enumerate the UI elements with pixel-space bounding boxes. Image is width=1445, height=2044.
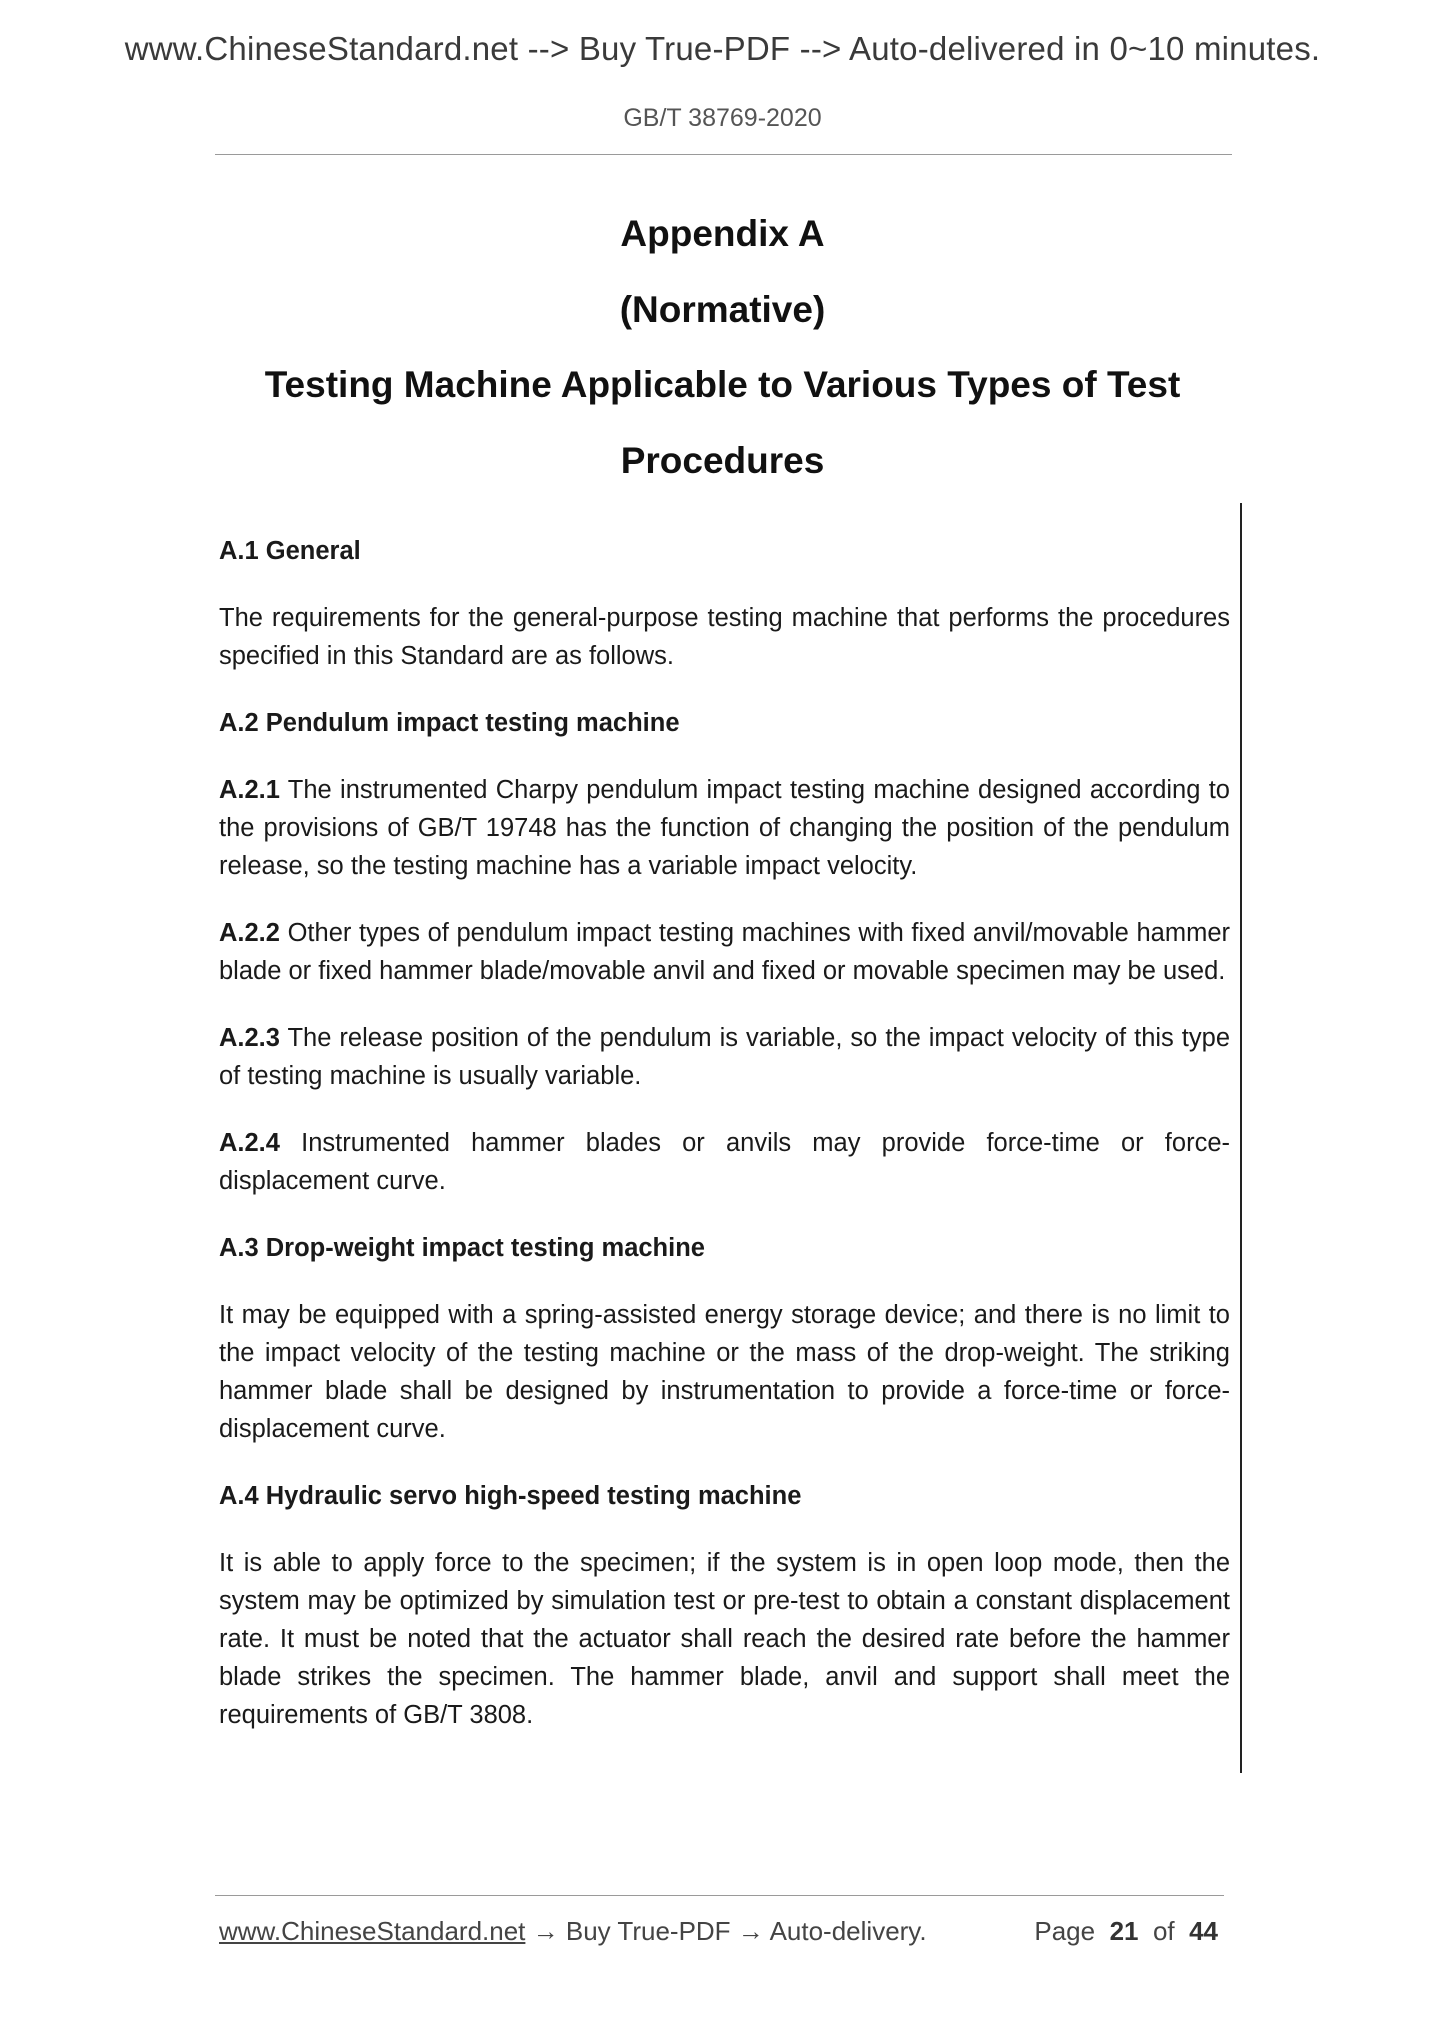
clause-text: The instrumented Charpy pendulum impact testing machine designed according to the provisions of GB/T 19748 has the function of changing the position of the pendulum release, so the testing machine has a variable impact velocity. <box>219 776 1230 880</box>
appendix-subject-line-1: Testing Machine Applicable to Various Types of Test <box>264 364 1181 405</box>
footer-tagline: → Buy True-PDF → Auto-delivery. <box>525 1916 927 1946</box>
section-heading-a2: A.2 Pendulum impact testing machine <box>219 709 680 737</box>
section-text-a4: It is able to apply force to the specimen; if the system is in open loop mode, then the system may be optimized by simulation test or pre-test to obtain a constant displacement rate. It must be noted that the actuator shall reach the desired rate before the hammer blade strikes the specimen. The hammer blade, anvil and support shall meet the requirements of GB/T 3808. <box>219 1549 1230 1729</box>
page-total: 44 <box>1189 1916 1218 1946</box>
footer-divider <box>215 1895 1224 1896</box>
section-heading-a4: A.4 Hydraulic servo high-speed testing machine <box>219 1482 802 1510</box>
clause-number: A.2.4 <box>219 1129 280 1157</box>
section-heading-a1: A.1 General <box>219 537 361 565</box>
appendix-body <box>219 532 1230 1763</box>
appendix-normative-label: (Normative) <box>619 289 826 330</box>
standard-number: GB/T 38769-2020 <box>623 104 822 132</box>
clause-a2-2 <box>219 914 1230 990</box>
page-of-label: of <box>1152 1916 1175 1946</box>
section-text-a1: The requirements for the general-purpose testing machine that performs the procedures specified in this Standard are as follows. <box>219 604 1230 670</box>
page-current: 21 <box>1109 1916 1139 1946</box>
revision-change-bar <box>1240 503 1242 1773</box>
page-footer <box>219 1916 1224 1947</box>
header-divider <box>215 154 1232 155</box>
clause-number: A.2.2 <box>219 919 280 947</box>
clause-number: A.2.1 <box>219 776 280 804</box>
appendix-title: Appendix A <box>620 213 825 254</box>
clause-text: Other types of pendulum impact testing machines with fixed anvil/movable hammer blade or fixed hammer blade/movable anvil and fixed or movable specimen may be used. <box>219 919 1230 985</box>
clause-text: Instrumented hammer blades or anvils may provide force-time or force-displacement curve. <box>219 1129 1230 1195</box>
top-banner: www.ChineseStandard.net --> Buy True-PDF --> Auto-delivered in 0~10 minutes. <box>124 30 1321 67</box>
appendix-subject-line-2: Procedures <box>620 440 825 481</box>
clause-number: A.2.3 <box>219 1024 280 1052</box>
footer-site-link[interactable]: www.ChineseStandard.net <box>219 1916 526 1946</box>
section-text-a3: It may be equipped with a spring-assisted energy storage device; and there is no limit to the impact velocity of the testing machine or the mass of the drop-weight. The striking hammer blade shall be designed by instrumentation to provide a force-time or force-displacement curve. <box>219 1301 1230 1443</box>
clause-text: The release position of the pendulum is variable, so the impact velocity of this type of testing machine is usually variable. <box>219 1024 1230 1090</box>
clause-a2-1 <box>219 771 1230 885</box>
clause-a2-3 <box>219 1019 1230 1095</box>
page-indicator <box>1034 1916 1218 1947</box>
clause-a2-4 <box>219 1124 1230 1200</box>
section-heading-a3: A.3 Drop-weight impact testing machine <box>219 1234 705 1262</box>
page-label: Page <box>1034 1916 1096 1946</box>
